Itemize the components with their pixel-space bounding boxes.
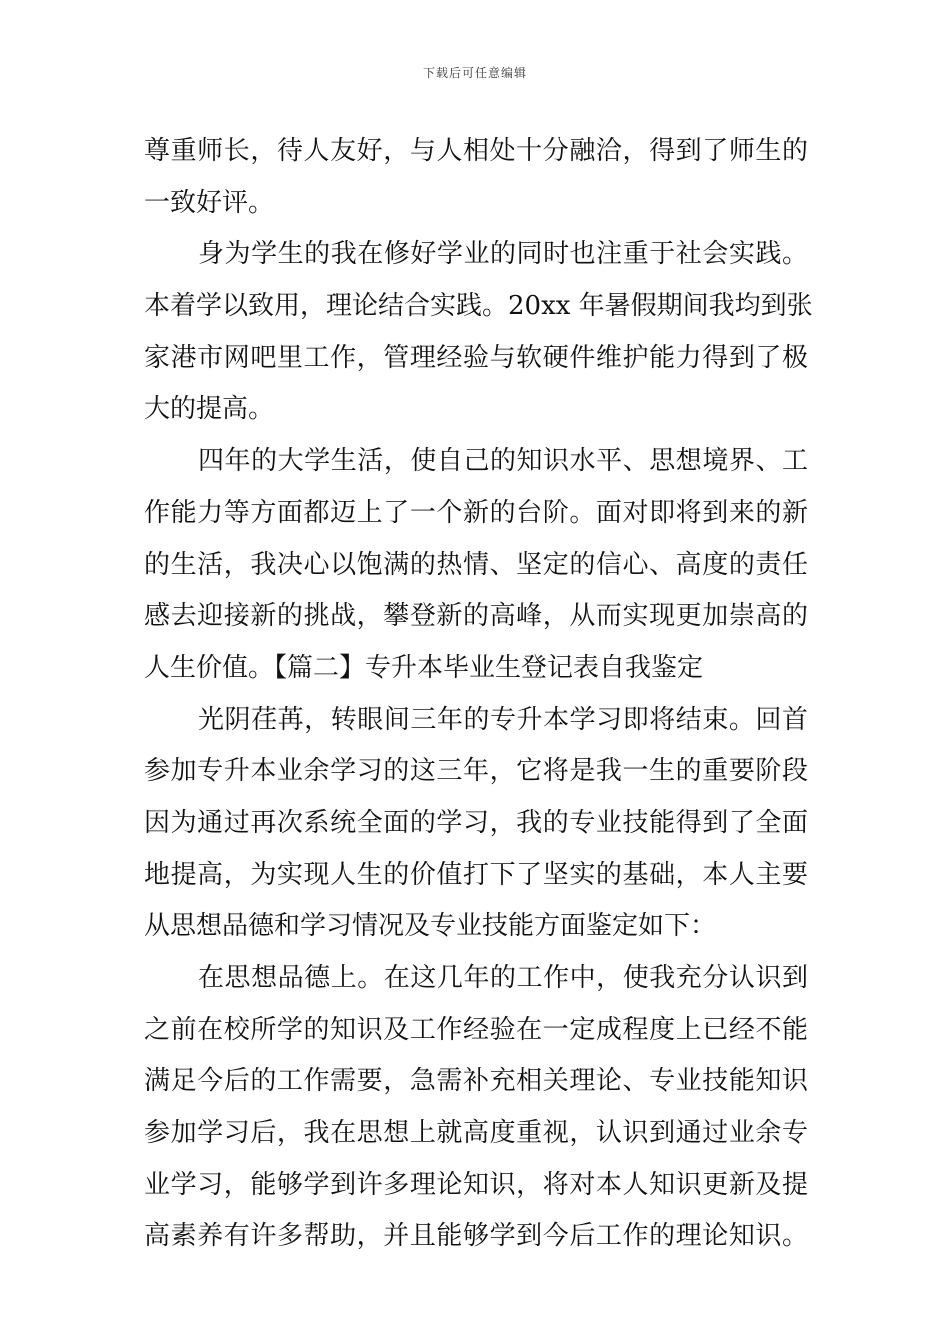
- paragraph-first-line: 身为学生的我在修好学业的同时也注重于社会实践。: [198, 239, 808, 270]
- text-line: 满足今后的工作需要，急需补充相关理论、专业技能知识: [144, 1066, 808, 1097]
- text-line: 尊重师长，待人友好，与人相处十分融洽，得到了师生的: [144, 136, 808, 166]
- text-line: 一致好评。: [144, 187, 275, 218]
- text-line: 因为通过再次系统全面的学习，我的专业技能得到了全面: [144, 807, 808, 838]
- text-line: 高素养有许多帮助，并且能够学到今后工作的理论知识。: [144, 1221, 808, 1252]
- page-header: 下载后可任意编辑: [422, 66, 527, 80]
- text-line: 参加学习后，我在思想上就高度重视，认识到通过业余专: [144, 1118, 808, 1149]
- text-line: 感去迎接新的挑战，攀登新的高峰，从而实现更加崇高的: [144, 601, 808, 632]
- text-line: 家港市网吧里工作，管理经验与软硬件维护能力得到了极: [144, 342, 808, 373]
- paragraph-first-line: 在思想品德上。在这几年的工作中，使我充分认识到: [198, 963, 808, 993]
- document-body: [144, 126, 813, 1263]
- text-line: 地提高，为实现人生的价值打下了坚实的基础，本人主要: [144, 859, 808, 890]
- text-line: 业学习，能够学到许多理论知识，将对本人知识更新及提: [144, 1169, 808, 1200]
- text-line: 从思想品德和学习情况及专业技能方面鉴定如下：: [144, 911, 717, 942]
- text-line: 人生价值。【篇二】专升本毕业生登记表自我鉴定: [144, 652, 704, 683]
- text-line: 本着学以致用，理论结合实践。20xx 年暑假期间我均到张: [144, 291, 813, 322]
- text-line: 参加专升本业余学习的这三年，它将是我一生的重要阶段: [144, 756, 808, 787]
- paragraph-first-line: 四年的大学生活，使自己的知识水平、思想境界、工: [198, 446, 808, 477]
- text-line: 大的提高。: [144, 394, 275, 425]
- text-line: 作能力等方面都迈上了一个新的台阶。面对即将到来的新: [144, 497, 808, 528]
- text-line: 的生活，我决心以饱满的热情、坚定的信心、高度的责任: [144, 549, 808, 580]
- paragraph-first-line: 光阴荏苒，转眼间三年的专升本学习即将结束。回首: [198, 704, 808, 735]
- text-line: 之前在校所学的知识及工作经验在一定成程度上已经不能: [144, 1014, 808, 1045]
